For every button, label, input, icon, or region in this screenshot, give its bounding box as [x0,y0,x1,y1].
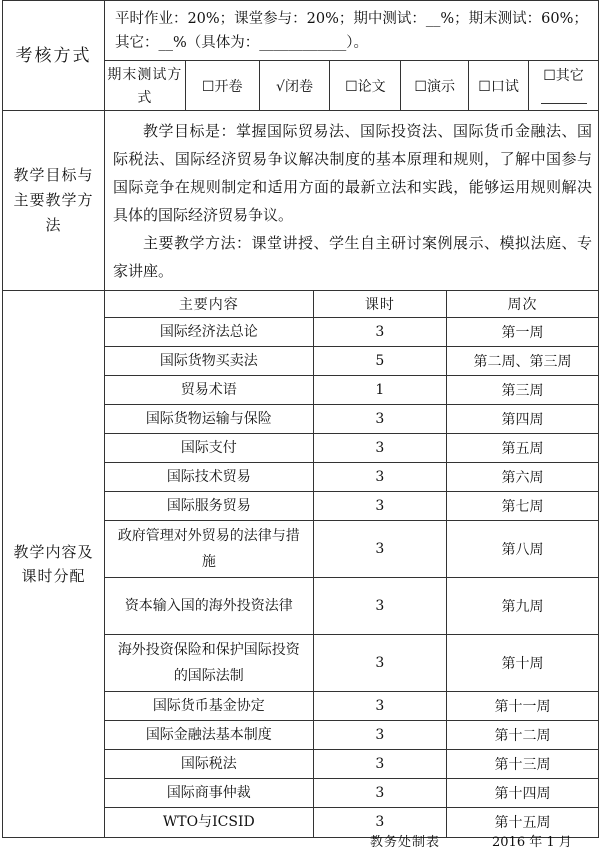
row-hours: 3 [313,779,446,808]
row-topic: 国际服务贸易 [105,492,313,521]
table-row [105,463,598,492]
row-topic: 国际货物买卖法 [105,347,313,376]
row-hours: 3 [313,405,446,434]
row-hours: 3 [313,721,446,750]
goals-paragraph-1: 教学目标是：掌握国际贸易法、国际投资法、国际货币金融法、国际税法、国际经济贸易争议解决制度的基本原理和规则，了解中国参与国际竞争在规则制定和适用方面的最新立法和实践，能够运用规则解决具体的国际经济贸易争议。 [112,121,592,224]
row-hours: 3 [313,692,446,721]
row-week: 第九周 [447,578,598,635]
row-topic: 国际税法 [105,750,313,779]
footer-date: 2016 年 1 月 [492,835,572,850]
row-topic: 海外投资保险和保护国际投资的国际法制 [105,635,313,692]
row-week: 第十五周 [447,808,598,837]
option-oral[interactable]: ☐口试 [469,61,529,111]
row-week: 第十三周 [447,750,598,779]
table-row [105,635,598,692]
footer-maker: 教务处制表 [370,835,441,850]
syllabus-table [2,0,599,838]
row-topic: 国际货币基金协定 [105,692,313,721]
schedule-cell [104,291,598,838]
table-row [105,318,598,347]
other-blank-line [541,87,587,104]
row-week: 第八周 [447,521,598,578]
checkmark-icon: √ [276,78,285,95]
table-row [105,492,598,521]
row-week: 第三周 [447,376,598,405]
row-hours: 1 [313,376,446,405]
checkbox-icon: ☐ [478,78,491,95]
assessment-label: 考核方式 [3,1,105,111]
row-week: 第一周 [447,318,598,347]
row-topic: 国际支付 [105,434,313,463]
assessment-line-2: 其它：__%（具体为：____________）。 [114,34,368,51]
table-row [105,750,598,779]
assessment-weights [104,1,598,61]
row-hours: 3 [313,492,446,521]
header-hours: 课时 [313,291,446,318]
goals-content [104,111,598,291]
table-row [105,578,598,635]
row-hours: 3 [313,318,446,347]
goals-paragraph-2: 主要教学方法：课堂讲授、学生自主研讨案例展示、模拟法庭、专家讲座。 [112,233,592,280]
schedule-label: 教学内容及课时分配 [3,291,105,838]
header-topic: 主要内容 [105,291,313,318]
row-topic: 国际技术贸易 [105,463,313,492]
row-hours: 3 [313,463,446,492]
row-hours: 3 [313,434,446,463]
row-week: 第二周、第三周 [447,347,598,376]
table-row [105,521,598,578]
final-exam-label: 期末测试方式 [104,61,185,111]
row-week: 第五周 [447,434,598,463]
row-week: 第四周 [447,405,598,434]
row-topic: 国际商事仲裁 [105,779,313,808]
footer [0,826,600,850]
option-closed-book[interactable]: √闭卷 [259,61,330,111]
checkbox-icon: ☐ [543,68,556,84]
table-row [105,721,598,750]
table-row [105,692,598,721]
table-row [105,434,598,463]
row-hours: 3 [313,808,446,837]
checkbox-icon: ☐ [414,78,427,95]
schedule-header-row [105,291,598,318]
table-row [105,376,598,405]
row-topic: 贸易术语 [105,376,313,405]
row-week: 第十周 [447,635,598,692]
option-presentation[interactable]: ☐演示 [401,61,469,111]
row-week: 第十二周 [447,721,598,750]
row-topic: 政府管理对外贸易的法律与措施 [105,521,313,578]
row-week: 第七周 [447,492,598,521]
row-hours: 3 [313,635,446,692]
row-topic: 国际经济法总论 [105,318,313,347]
row-hours: 3 [313,521,446,578]
row-hours: 5 [313,347,446,376]
row-hours: 3 [313,750,446,779]
row-week: 第十一周 [447,692,598,721]
goals-label: 教学目标与主要教学方法 [3,111,105,291]
table-row [105,347,598,376]
row-topic: 资本输入国的海外投资法律 [105,578,313,635]
row-topic: 国际货物运输与保险 [105,405,313,434]
table-row [105,405,598,434]
option-other[interactable]: ☐其它 [529,61,599,111]
row-topic: WTO与ICSID [105,808,313,837]
assessment-line-1: 平时作业：20%；课堂参与：20%；期中测试：__%；期末测试：60%； [114,10,588,27]
option-open-book[interactable]: ☐开卷 [185,61,259,111]
checkbox-icon: ☐ [345,78,358,95]
table-row [105,779,598,808]
checkbox-icon: ☐ [201,78,215,95]
row-hours: 3 [313,578,446,635]
schedule-table [105,291,598,837]
header-week: 周次 [447,291,598,318]
row-topic: 国际金融法基本制度 [105,721,313,750]
row-week: 第十四周 [447,779,598,808]
row-week: 第六周 [447,463,598,492]
option-paper[interactable]: ☐论文 [330,61,401,111]
